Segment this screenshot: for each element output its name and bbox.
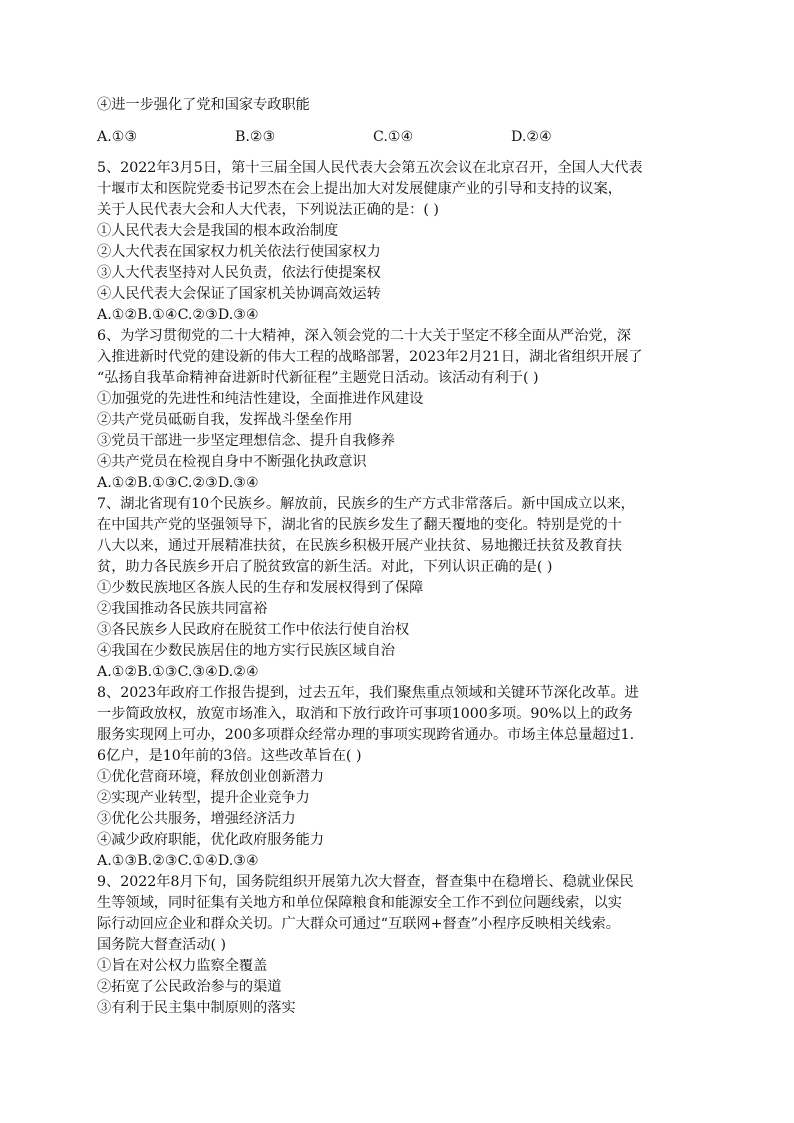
question-9-line: 生等领域，同时征集有关地方和单位保障粮食和能源安全工作不到位问题线索，以实 xyxy=(97,895,622,911)
intro-option-a: A.①③ xyxy=(97,129,138,145)
question-9-line: 国务院大督查活动( ) xyxy=(97,937,227,953)
question-5-line: 5、2022年3月5日，第十三届全国人民代表大会第五次会议在北京召开，全国人大代表 xyxy=(97,160,643,176)
question-7-line: 7、湖北省现有10个民族乡。解放前，民族乡的生产方式非常落后。新中国成立以来， xyxy=(97,496,635,512)
question-9-statement: ①旨在对公权力监察全覆盖 xyxy=(97,958,268,974)
question-5-statement: ③人大代表坚持对人民负责，依法行使提案权 xyxy=(97,265,381,281)
question-6-options: A.①②B.①③C.②③D.③④ xyxy=(97,475,259,491)
question-8-line: 服务实现网上可办，200多项群众经常办理的事项实现跨省通办。市场主体总量超过1. xyxy=(97,727,635,743)
question-8-statement: ④减少政府职能，优化政府服务能力 xyxy=(97,832,325,848)
question-6-line: 6、为学习贯彻党的二十大精神，深入领会党的二十大关于坚定不移全面从严治党，深 xyxy=(97,328,631,344)
intro-item-4: ④进一步强化了党和国家专政职能 xyxy=(97,97,310,113)
question-7-statement: ②我国推动各民族共同富裕 xyxy=(97,601,268,617)
question-9-statement: ③有利于民主集中制原则的落实 xyxy=(97,1000,296,1016)
question-8-options: A.①③B.②③C.①④D.③④ xyxy=(97,853,259,869)
question-5-line: 关于人民代表大会和人大代表，下列说法正确的是：( ) xyxy=(97,202,439,218)
question-5-statement: ①人民代表大会是我国的根本政治制度 xyxy=(97,223,339,239)
question-7-line: 八大以来，通过开展精准扶贫，在民族乡积极开展产业扶贫、易地搬迁扶贫及教育扶 xyxy=(97,538,622,554)
question-6-statement: ③党员干部进一步坚定理想信念、提升自我修养 xyxy=(97,433,395,449)
question-5-statement: ④人民代表大会保证了国家机关协调高效运转 xyxy=(97,286,381,302)
question-7-line: 在中国共产党的坚强领导下，湖北省的民族乡发生了翻天覆地的变化。特别是党的十 xyxy=(97,517,622,533)
intro-option-b: B.②③ xyxy=(235,129,276,145)
question-7-statement: ③各民族乡人民政府在脱贫工作中依法行使自治权 xyxy=(97,622,410,638)
question-8-line: 8、2023年政府工作报告提到，过去五年，我们聚焦重点领域和关键环节深化改革。进 xyxy=(97,685,639,701)
question-7-statement: ①少数民族地区各族人民的生存和发展权得到了保障 xyxy=(97,580,424,596)
question-6-statement: ①加强党的先进性和纯洁性建设，全面推进作风建设 xyxy=(97,391,424,407)
question-9-line: 际行动回应企业和群众关切。广大群众可通过“互联网+督查”小程序反映相关线索。 xyxy=(97,916,620,932)
question-5-line: 十堰市太和医院党委书记罗杰在会上提出加大对发展健康产业的引导和支持的议案， xyxy=(97,181,622,197)
intro-option-c: C.①④ xyxy=(373,129,414,145)
question-5-statement: ②人大代表在国家权力机关依法行使国家权力 xyxy=(97,244,381,260)
question-9-statement: ②拓宽了公民政治参与的渠道 xyxy=(97,979,282,995)
question-8-statement: ③优化公共服务，增强经济活力 xyxy=(97,811,296,827)
question-7-statement: ④我国在少数民族居住的地方实行民族区域自治 xyxy=(97,643,395,659)
question-8-line: 6亿户，是10年前的3倍。这些改革旨在( ) xyxy=(97,748,362,764)
question-5-options: A.①②B.①④C.②③D.③④ xyxy=(97,307,259,323)
question-8-line: 一步简政放权，放宽市场准入，取消和下放行政许可事项1000多项。90%以上的政务 xyxy=(97,706,633,722)
question-8-statement: ②实现产业转型，提升企业竞争力 xyxy=(97,790,310,806)
question-8-statement: ①优化营商环境，释放创业创新潜力 xyxy=(97,769,325,785)
question-6-statement: ②共产党员砥砺自我，发挥战斗堡垒作用 xyxy=(97,412,353,428)
question-6-line: “弘扬自我革命精神奋进新时代新征程”主题党日活动。该活动有利于( ) xyxy=(97,370,539,386)
question-6-line: 入推进新时代党的建设新的伟大工程的战略部署，2023年2月21日，湖北省组织开展了 xyxy=(97,349,643,365)
question-6-statement: ④共产党员在检视自身中不断强化执政意识 xyxy=(97,454,367,470)
question-9-line: 9、2022年8月下旬，国务院组织开展第九次大督查，督查集中在稳增长、稳就业保民 xyxy=(97,874,634,890)
question-7-line: 贫，助力各民族乡开启了脱贫致富的新生活。对此，下列认识正确的是( ) xyxy=(97,559,553,575)
intro-option-d: D.②④ xyxy=(511,129,552,145)
question-7-options: A.①②B.①③C.③④D.②④ xyxy=(97,664,259,680)
